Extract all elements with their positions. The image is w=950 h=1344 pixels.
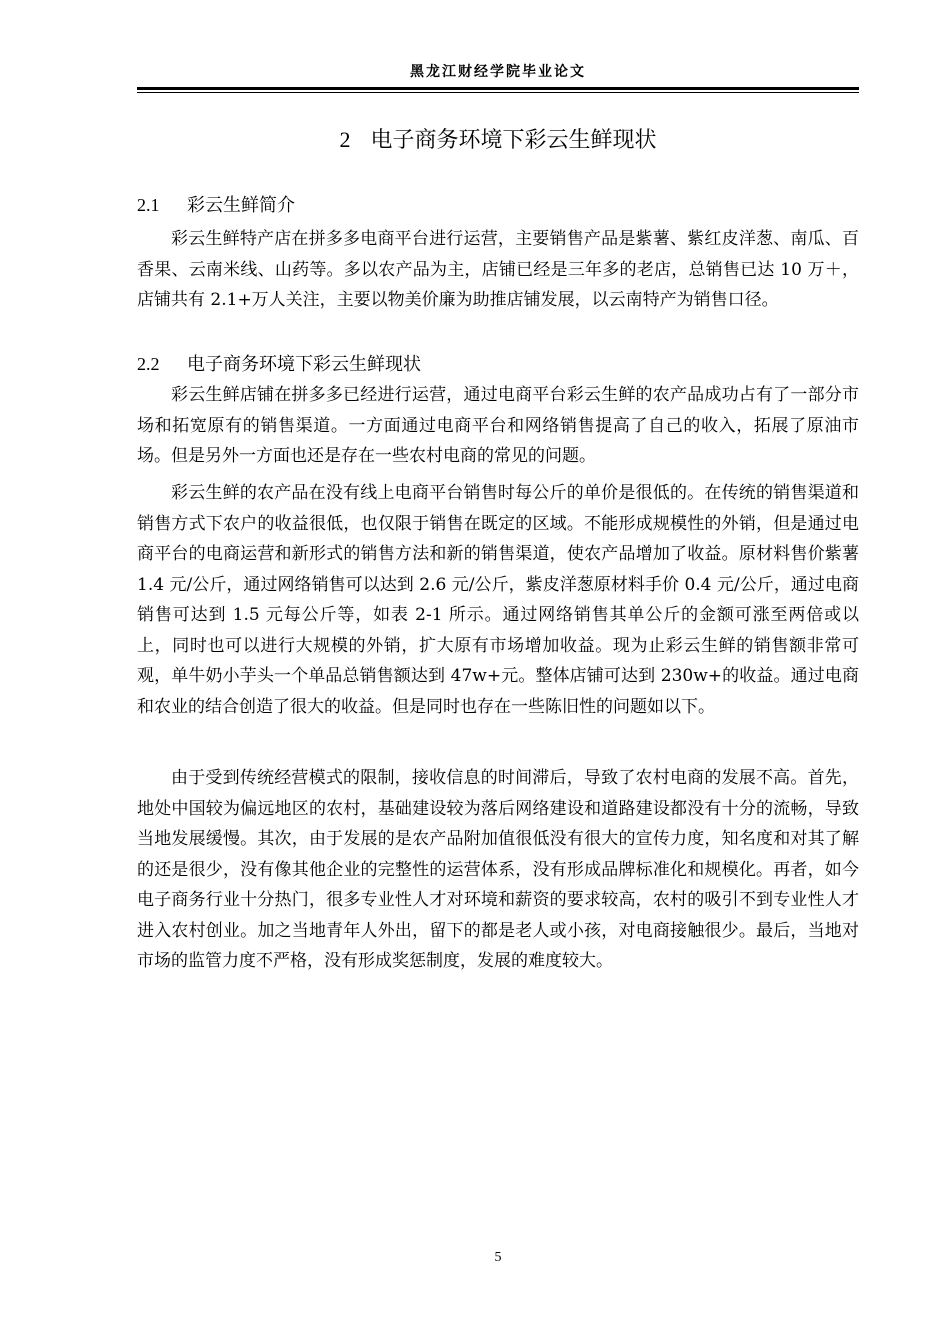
body-paragraph: 彩云生鲜特产店在拼多多电商平台进行运营，主要销售产品是紫薯、紫红皮洋葱、南瓜、百香果、云南米线、山药等。多以农产品为主，店铺已经是三年多的老店，总销售已达 10 万＋，店铺共有 2.1+万人关注，主要以物美价廉为助推店铺发展，以云南特产为销售口径。 [137, 229, 859, 310]
section-title: 电子商务环境下彩云生鲜现状 [187, 354, 421, 375]
section-number: 2.1 [137, 195, 160, 215]
running-header: 黑龙江财经学院毕业论文 [410, 64, 586, 80]
body-paragraph: 彩云生鲜店铺在拼多多已经进行运营，通过电商平台彩云生鲜的农产品成功占有了一部分市场和拓宽原有的销售渠道。一方面通过电商平台和网络销售提高了自己的收入，拓展了原油市场。但是另外一方面也还是存在一些农村电商的常见的问题。 [137, 385, 859, 466]
section-number: 2.2 [137, 354, 160, 374]
header-rule-thick [137, 87, 859, 90]
chapter-title: 电子商务环境下彩云生鲜现状 [370, 128, 657, 153]
section-heading-2-1 [137, 191, 859, 220]
section-title: 彩云生鲜简介 [187, 195, 295, 216]
header-rule-thin [137, 92, 859, 93]
section-heading-2-2 [137, 350, 859, 379]
body-paragraph: 彩云生鲜的农产品在没有线上电商平台销售时每公斤的单价是很低的。在传统的销售渠道和销售方式下农户的收益很低，也仅限于销售在既定的区域。不能形成规模性的外销，但是通过电商平台的电商运营和新形式的销售方法和新的销售渠道，使农产品增加了收益。原材料售价紫薯 1.4 元/公斤，通过网络销售可以达到 2.6 元/公斤，紫皮洋葱原材料手价 0.4 元/公斤，通过电商销售可达到 1.5 元每公斤等，如表 2-1 所示。通过网络销售其单公斤的金额可涨至两倍或以上，同时也可以进行大规模的外销，扩大原有市场增加收益。现为止彩云生鲜的销售额非常可观，单牛奶小芋头一个单品总销售额达到 47w+元。整体店铺可达到 230w+的收益。通过电商和农业的结合创造了很大的收益。但是同时也存在一些陈旧性的问题如以下。 [137, 483, 859, 717]
chapter-number: 2 [339, 127, 351, 152]
body-paragraph: 由于受到传统经营模式的限制，接收信息的时间滞后，导致了农村电商的发展不高。首先，地处中国较为偏远地区的农村，基础建设较为落后网络建设和道路建设都没有十分的流畅，导致当地发展缓慢。其次，由于发展的是农产品附加值很低没有很大的宣传力度，知名度和对其了解的还是很少，没有像其他企业的完整性的运营体系，没有形成品牌标准化和规模化。再者，如今电子商务行业十分热门，很多专业性人才对环境和薪资的要求较高，农村的吸引不到专业性人才进入农村创业。加之当地青年人外出，留下的都是老人或小孩，对电商接触很少。最后，当地对市场的监管力度不严格，没有形成奖惩制度，发展的难度较大。 [137, 768, 859, 971]
page-number: 5 [494, 1250, 502, 1265]
chapter-heading [137, 124, 859, 157]
